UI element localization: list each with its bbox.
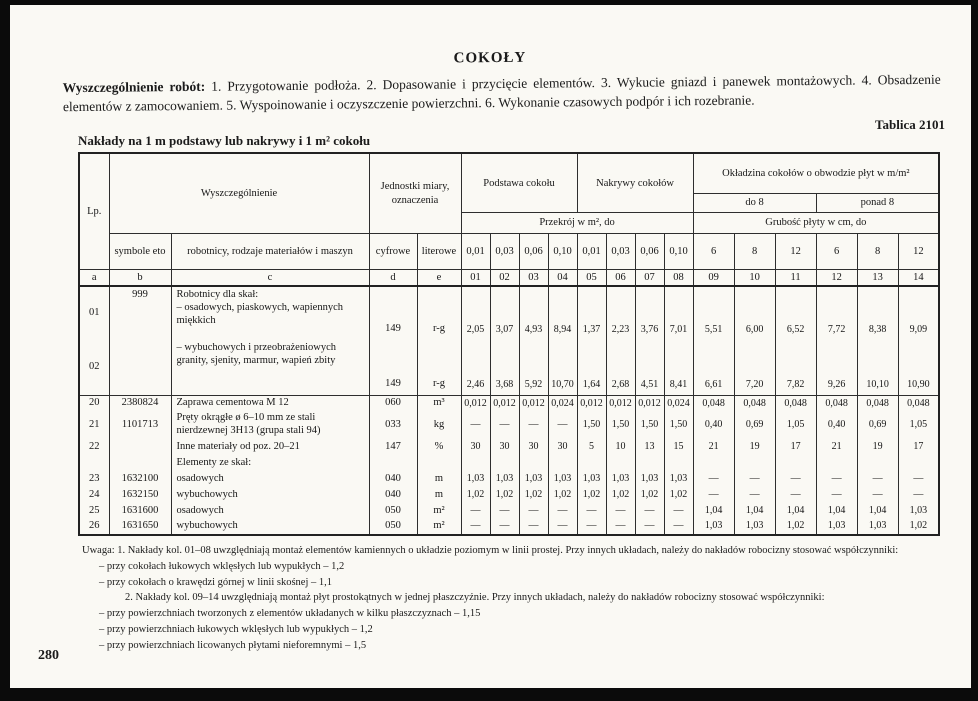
cell-value: 1,02	[664, 487, 693, 503]
cell-value: 0,048	[693, 395, 734, 411]
cell-unit-num: 149	[369, 340, 417, 396]
scan-edge-right	[971, 0, 978, 701]
col-header-value: 6	[816, 233, 857, 269]
cell-eto: 2380824	[109, 395, 171, 411]
col-group-okladzina: Okładzina cokołów o obwodzie płyt w m/m²	[693, 153, 939, 193]
cell-value: 10,70	[548, 340, 577, 396]
cell-value: —	[577, 503, 606, 519]
cell-value: 1,05	[898, 411, 939, 439]
cell-value: 10,10	[857, 340, 898, 396]
cell-value: 0,012	[490, 395, 519, 411]
cell-value: 1,37	[577, 286, 606, 340]
cell-lp: 22	[79, 439, 109, 455]
col-key: a	[79, 269, 109, 286]
cell-value: —	[775, 471, 816, 487]
note-sub-item: – przy powierzchniach tworzonych z elementów układanych w kilku płaszczyznach – 1,15	[99, 608, 481, 620]
cell-value: 1,03	[664, 471, 693, 487]
note-text: Nakłady kol. 01–08 uwzględniają montaż elementów kamiennych o układzie poziomym w linii prostej. Przy innych układach, należy do nakładów robocizny stosować współczynniki:	[127, 545, 899, 557]
note-sub-item: – przy powierzchniach licowanych płytami nieforemnymi – 1,5	[99, 639, 367, 651]
cell-value: 4,93	[519, 286, 548, 340]
cell-lp: 24	[79, 487, 109, 503]
cell-value: 1,02	[490, 487, 519, 503]
cell-value: 1,03	[734, 519, 775, 535]
desc-heading: Robotnicy dla skał:	[176, 288, 259, 300]
cell-unit-sym: %	[417, 439, 461, 455]
cell-lp: 02	[79, 340, 109, 396]
cell-empty	[548, 455, 577, 471]
cell-value: —	[635, 503, 664, 519]
cell-value: 0,40	[816, 411, 857, 439]
cell-value: —	[577, 519, 606, 535]
cell-empty	[664, 455, 693, 471]
col-key: c	[171, 269, 369, 286]
cell-value: 17	[775, 439, 816, 455]
cell-value: —	[490, 519, 519, 535]
cell-value: 8,94	[548, 286, 577, 340]
col-key: 12	[816, 269, 857, 286]
intro-label: Wyszczególnienie robót:	[62, 78, 206, 96]
cell-value: 2,05	[461, 286, 490, 340]
cell-unit-sym: r-g	[417, 286, 461, 340]
cell-value: 0,048	[857, 395, 898, 411]
cell-value: 1,02	[577, 487, 606, 503]
col-key: 06	[606, 269, 635, 286]
cell-eto: 1632100	[109, 471, 171, 487]
cell-unit-sym	[417, 455, 461, 471]
cell-unit-num: 040	[369, 471, 417, 487]
cell-value: 6,00	[734, 286, 775, 340]
cell-value: 7,20	[734, 340, 775, 396]
cell-empty	[816, 455, 857, 471]
cell-value: 1,03	[898, 503, 939, 519]
cell-unit-num: 060	[369, 395, 417, 411]
cell-value: 9,26	[816, 340, 857, 396]
cell-value: 0,69	[734, 411, 775, 439]
cell-value: 21	[816, 439, 857, 455]
cell-value: 1,02	[775, 519, 816, 535]
col-header-literowe: literowe	[417, 233, 461, 269]
cell-lp: 01	[79, 286, 109, 340]
cell-desc: osadowych	[171, 471, 369, 487]
table-row-26	[79, 519, 939, 535]
table-caption: Nakłady na 1 m podstawy lub nakrywy i 1 m² cokołu	[78, 133, 371, 149]
cell-desc: osadowych	[171, 503, 369, 519]
col-header-lp: Lp.	[79, 153, 109, 269]
cell-eto: 1632150	[109, 487, 171, 503]
cell-eto: 999	[109, 286, 171, 340]
col-header-value: 0,03	[490, 233, 519, 269]
note-item	[82, 543, 941, 559]
header-row-groups	[79, 153, 939, 193]
col-header-jednostki-miary: Jednostki miary, oznaczenia	[369, 153, 461, 233]
cell-value: 0,012	[519, 395, 548, 411]
cell-value: 1,04	[693, 503, 734, 519]
scan-edge-bottom	[0, 688, 978, 701]
cell-value: 1,03	[461, 471, 490, 487]
cell-value: 1,02	[606, 487, 635, 503]
note-sub-item: – przy powierzchniach łukowych wklęsłych lub wypukłych – 1,2	[99, 623, 373, 635]
cell-unit-sym: m²	[417, 503, 461, 519]
col-header-robotnicy: robotnicy, rodzaje materiałów i maszyn	[171, 233, 369, 269]
cell-unit-sym: r-g	[417, 340, 461, 396]
cell-value: 0,40	[693, 411, 734, 439]
col-header-przekroj: Przekrój w m², do	[461, 212, 693, 233]
cell-value: —	[857, 487, 898, 503]
cell-value: 2,23	[606, 286, 635, 340]
col-header-wyszczegolnienie: Wyszczególnienie	[109, 153, 369, 233]
note-sub-item: – przy cokołach o krawędzi górnej w linii skośnej – 1,1	[99, 576, 332, 588]
cell-value: 1,03	[816, 519, 857, 535]
cell-value: 0,024	[664, 395, 693, 411]
cell-empty	[693, 455, 734, 471]
cell-value: 30	[461, 439, 490, 455]
col-key: e	[417, 269, 461, 286]
cell-value: 3,68	[490, 340, 519, 396]
cell-value: 13	[635, 439, 664, 455]
cell-value: —	[693, 487, 734, 503]
cell-desc	[171, 286, 369, 340]
cell-value: 5	[577, 439, 606, 455]
cell-value: —	[816, 471, 857, 487]
cell-value: 1,03	[577, 471, 606, 487]
col-key: 01	[461, 269, 490, 286]
col-header-cyfrowe: cyfrowe	[369, 233, 417, 269]
intro-paragraph	[63, 70, 941, 117]
cell-value: 8,38	[857, 286, 898, 340]
cell-desc: Zaprawa cementowa M 12	[171, 395, 369, 411]
cell-value: —	[734, 471, 775, 487]
cell-value: —	[606, 519, 635, 535]
col-header-value: 0,10	[664, 233, 693, 269]
cell-value: —	[548, 503, 577, 519]
table-row-25	[79, 503, 939, 519]
cell-value: —	[606, 503, 635, 519]
cell-value: —	[461, 503, 490, 519]
cell-value: 6,52	[775, 286, 816, 340]
cell-lp: 26	[79, 519, 109, 535]
cell-value: —	[490, 411, 519, 439]
col-header-grubosc: Grubość płyty w cm, do	[693, 212, 939, 233]
header-row-labels	[79, 233, 939, 269]
intro-text: 1. Przygotowanie podłoża. 2. Dopasowanie i przycięcie elementów. 3. Wykucie gniazd i panewek montażowych. 4. Obsadzenie elementów z zamocowaniem. 5. Wyspoinowanie i oczyszczenie powierzchni. 6. Wykonanie czasowych podpór i ich rozebranie.	[62, 71, 941, 115]
cell-unit-num: 147	[369, 439, 417, 455]
cell-value: 7,72	[816, 286, 857, 340]
cell-eto: 1631650	[109, 519, 171, 535]
cell-value: 1,03	[635, 471, 664, 487]
col-key: 09	[693, 269, 734, 286]
scan-edge-top	[0, 0, 978, 5]
cell-value: 1,03	[490, 471, 519, 487]
cell-empty	[898, 455, 939, 471]
col-header-value: 8	[734, 233, 775, 269]
cell-value: 8,41	[664, 340, 693, 396]
cell-value: 1,03	[519, 471, 548, 487]
col-header-value: 0,06	[635, 233, 664, 269]
cell-lp	[79, 455, 109, 471]
col-subgroup-do-8: do 8	[693, 193, 816, 212]
cell-value: 10,90	[898, 340, 939, 396]
cell-value: 3,76	[635, 286, 664, 340]
cell-unit-sym: m²	[417, 519, 461, 535]
col-header-value: 12	[775, 233, 816, 269]
cell-value: 0,048	[734, 395, 775, 411]
cell-desc: wybuchowych	[171, 487, 369, 503]
table-row-01	[79, 286, 939, 340]
cell-value: 1,03	[548, 471, 577, 487]
page-number: 280	[38, 648, 59, 663]
cell-lp: 25	[79, 503, 109, 519]
col-key: 02	[490, 269, 519, 286]
cell-eto	[109, 455, 171, 471]
cell-value: —	[490, 503, 519, 519]
col-header-value: 6	[693, 233, 734, 269]
cell-value: 2,68	[606, 340, 635, 396]
cell-lp: 21	[79, 411, 109, 439]
cell-empty	[519, 455, 548, 471]
cell-value: 0,012	[606, 395, 635, 411]
cell-value: —	[734, 487, 775, 503]
col-key: b	[109, 269, 171, 286]
cell-value: 1,64	[577, 340, 606, 396]
col-subgroup-ponad-8: ponad 8	[816, 193, 939, 212]
cell-value: 5,92	[519, 340, 548, 396]
cell-value: 1,03	[606, 471, 635, 487]
cell-unit-num: 050	[369, 519, 417, 535]
note-label: Uwaga:	[82, 545, 115, 557]
cell-empty	[606, 455, 635, 471]
cell-value: 1,05	[775, 411, 816, 439]
cell-value: 1,02	[548, 487, 577, 503]
cell-unit-sym: m	[417, 487, 461, 503]
cell-value: 7,82	[775, 340, 816, 396]
cell-value: 4,51	[635, 340, 664, 396]
col-key: 10	[734, 269, 775, 286]
table-row-23	[79, 471, 939, 487]
norms-table	[78, 152, 940, 536]
cell-unit-num: 050	[369, 503, 417, 519]
cell-unit-num: 149	[369, 286, 417, 340]
cell-value: 30	[519, 439, 548, 455]
cell-value: 30	[548, 439, 577, 455]
cell-value: 1,50	[664, 411, 693, 439]
cell-value: 1,04	[857, 503, 898, 519]
cell-value: 1,02	[898, 519, 939, 535]
cell-value: —	[857, 471, 898, 487]
note-number: 2.	[125, 592, 133, 604]
cell-value: 1,50	[606, 411, 635, 439]
cell-eto	[109, 439, 171, 455]
cell-empty	[461, 455, 490, 471]
table-row-20	[79, 395, 939, 411]
cell-eto: 1631600	[109, 503, 171, 519]
desc-item: – osadowych, piaskowych, wapiennych miękkich	[176, 301, 344, 326]
cell-value: 5,51	[693, 286, 734, 340]
cell-lp: 20	[79, 395, 109, 411]
cell-lp: 23	[79, 471, 109, 487]
cell-unit-num	[369, 455, 417, 471]
cell-value: 1,50	[635, 411, 664, 439]
note-item	[125, 590, 941, 606]
col-header-symbole-eto: symbole eto	[109, 233, 171, 269]
cell-value: 2,46	[461, 340, 490, 396]
cell-desc: Pręty okrągłe ø 6–10 mm ze stali nierdzewnej 3H13 (grupa stali 94)	[171, 411, 369, 439]
cell-empty	[490, 455, 519, 471]
cell-unit-num: 033	[369, 411, 417, 439]
col-header-value: 12	[898, 233, 939, 269]
col-header-value: 0,10	[548, 233, 577, 269]
cell-eto	[109, 340, 171, 396]
cell-value: 3,07	[490, 286, 519, 340]
col-header-value: 0,01	[461, 233, 490, 269]
cell-desc: – wybuchowych i przeobrażeniowych granity, sjenity, marmur, wapień zbity	[171, 340, 369, 396]
col-header-value: 0,03	[606, 233, 635, 269]
cell-value: 1,03	[693, 519, 734, 535]
cell-value: —	[898, 487, 939, 503]
cell-empty	[734, 455, 775, 471]
scan-edge-left	[0, 0, 10, 701]
page-title: COKOŁY	[453, 49, 527, 67]
page	[10, 5, 971, 688]
col-key: 14	[898, 269, 939, 286]
cell-value: —	[461, 519, 490, 535]
cell-value: 0,012	[461, 395, 490, 411]
cell-eto: 1101713	[109, 411, 171, 439]
table-row-22	[79, 439, 939, 455]
col-key: 04	[548, 269, 577, 286]
cell-unit-num: 040	[369, 487, 417, 503]
cell-value: 0,048	[775, 395, 816, 411]
cell-value: —	[548, 519, 577, 535]
cell-value: 0,69	[857, 411, 898, 439]
note-text: Nakłady kol. 09–14 uwzględniają montaż płyt prostokątnych w jednej płaszczyźnie. Przy innych układach, należy do nakładów robocizny stosować współczynniki:	[135, 592, 825, 604]
cell-value: 30	[490, 439, 519, 455]
cell-desc: wybuchowych	[171, 519, 369, 535]
col-key: 03	[519, 269, 548, 286]
table-number-label: Tablica 2101	[875, 117, 945, 133]
cell-value: —	[519, 411, 548, 439]
page-content	[10, 5, 971, 688]
col-key: 05	[577, 269, 606, 286]
cell-value: —	[664, 503, 693, 519]
cell-value: 1,04	[816, 503, 857, 519]
col-key: 07	[635, 269, 664, 286]
cell-value: 17	[898, 439, 939, 455]
col-key: d	[369, 269, 417, 286]
cell-value: 1,02	[519, 487, 548, 503]
cell-value: 0,012	[635, 395, 664, 411]
table-row-02	[79, 340, 939, 396]
cell-value: 1,02	[461, 487, 490, 503]
cell-value: 21	[693, 439, 734, 455]
table-row-group-label	[79, 455, 939, 471]
header-row-keys	[79, 269, 939, 286]
notes	[82, 543, 941, 653]
note-sub-item: – przy cokołach łukowych wklęsłych lub wypukłych – 1,2	[99, 560, 345, 572]
cell-value: 1,03	[857, 519, 898, 535]
col-header-value: 0,06	[519, 233, 548, 269]
cell-value: 7,01	[664, 286, 693, 340]
cell-value: —	[816, 487, 857, 503]
cell-value: 19	[734, 439, 775, 455]
cell-value: 0,048	[816, 395, 857, 411]
cell-value: —	[664, 519, 693, 535]
cell-value: 1,04	[734, 503, 775, 519]
note-number: 1.	[117, 545, 126, 557]
cell-value: 19	[857, 439, 898, 455]
cell-value: 1,04	[775, 503, 816, 519]
cell-value: 0,024	[548, 395, 577, 411]
table-row-24	[79, 487, 939, 503]
cell-value: —	[461, 411, 490, 439]
cell-desc: Inne materiały od poz. 20–21	[171, 439, 369, 455]
col-group-nakrywy-cokolow: Nakrywy cokołów	[577, 153, 693, 212]
cell-value: —	[693, 471, 734, 487]
cell-value: 0,012	[577, 395, 606, 411]
cell-group-label: Elementy ze skał:	[171, 455, 369, 471]
page-header-block	[10, 5, 971, 117]
col-header-value: 0,01	[577, 233, 606, 269]
col-group-podstawa-cokolu: Podstawa cokołu	[461, 153, 577, 212]
cell-empty	[635, 455, 664, 471]
cell-value: —	[898, 471, 939, 487]
cell-value: —	[635, 519, 664, 535]
cell-empty	[775, 455, 816, 471]
cell-value: 15	[664, 439, 693, 455]
cell-empty	[577, 455, 606, 471]
cell-unit-sym: m³	[417, 395, 461, 411]
cell-value: 10	[606, 439, 635, 455]
cell-unit-sym: m	[417, 471, 461, 487]
cell-value: 1,50	[577, 411, 606, 439]
cell-value: 1,02	[635, 487, 664, 503]
cell-value: 6,61	[693, 340, 734, 396]
cell-value: —	[548, 411, 577, 439]
col-key: 08	[664, 269, 693, 286]
col-header-value: 8	[857, 233, 898, 269]
cell-unit-sym: kg	[417, 411, 461, 439]
cell-value: —	[775, 487, 816, 503]
cell-empty	[857, 455, 898, 471]
cell-value: —	[519, 503, 548, 519]
cell-value: —	[519, 519, 548, 535]
col-key: 11	[775, 269, 816, 286]
table-row-21	[79, 411, 939, 439]
col-key: 13	[857, 269, 898, 286]
cell-value: 9,09	[898, 286, 939, 340]
cell-value: 0,048	[898, 395, 939, 411]
